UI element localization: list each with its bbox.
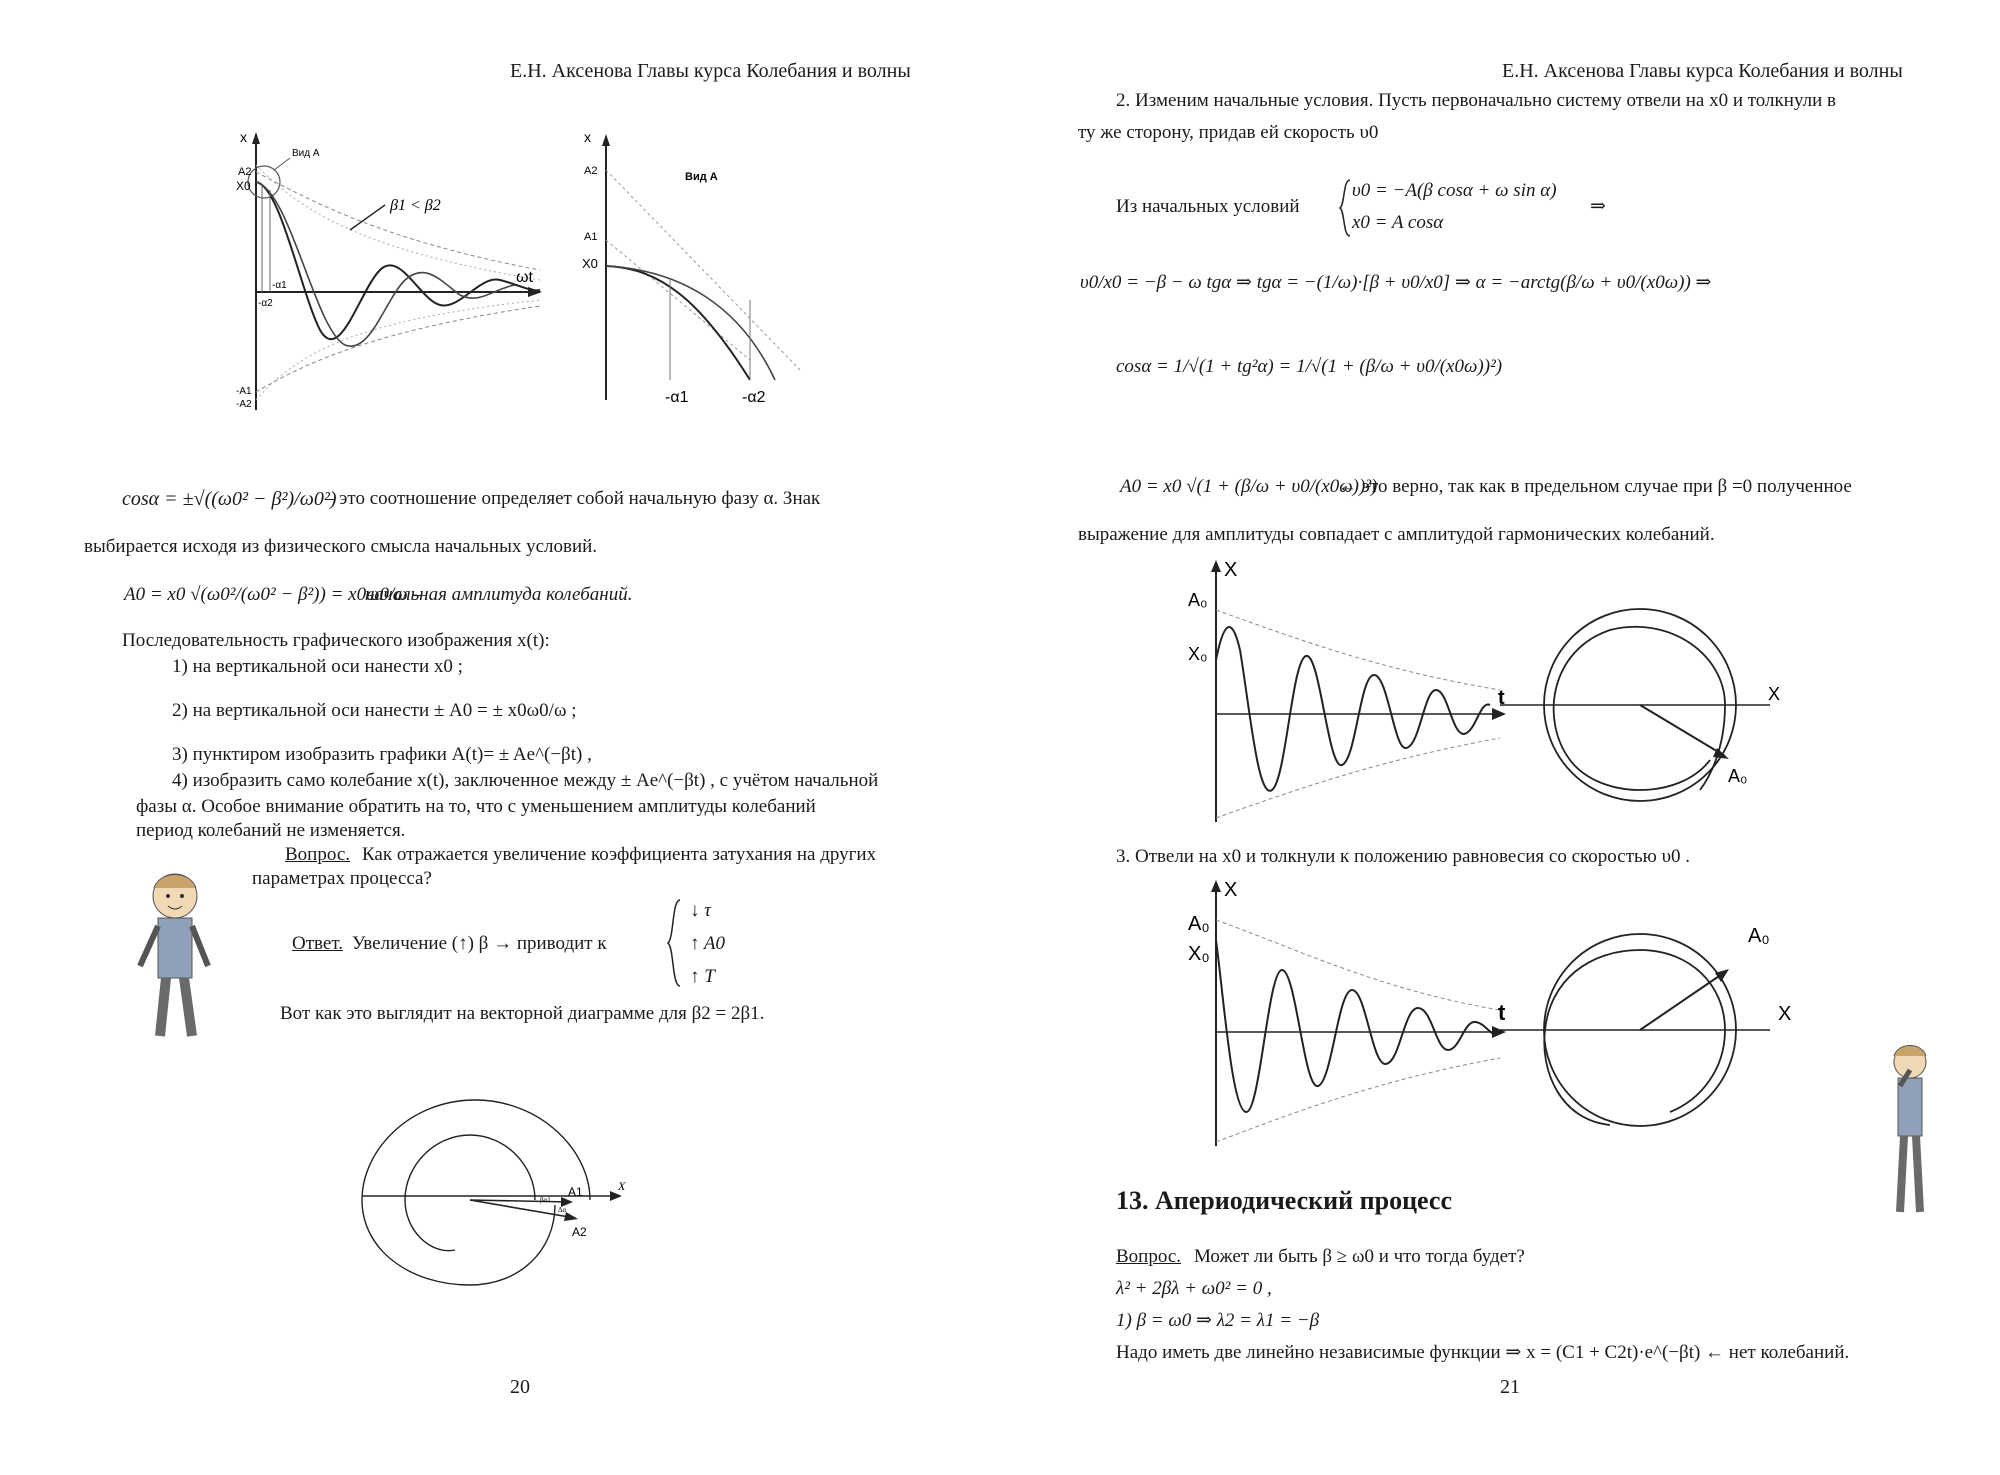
fig3-spiral-inner [1554, 627, 1725, 790]
fig1-ma2: -α2 [258, 298, 273, 309]
svg-text:X: X [1224, 879, 1238, 901]
a0-text-line2: выражение для амплитуды совпадает с амплитудой гармонических колебаний. [1078, 524, 1715, 545]
svg-text:A2: A2 [572, 1225, 587, 1239]
svg-text:X0: X0 [582, 256, 598, 271]
svg-text:X: X [1768, 684, 1781, 704]
fig3-wave [1216, 627, 1490, 791]
svg-text:X: X [618, 1179, 626, 1193]
fig1-y-arrow [252, 132, 260, 144]
step-1: 1) на вертикальной оси нанести x0 ; [172, 656, 463, 677]
fig1-neg-a1: -A1 [236, 386, 252, 397]
step-4-line2: фазы α. Особое внимание обратить на то, что с уменьшением амплитуды колебаний [136, 796, 816, 817]
left-header: Е.Н. Аксенова Главы курса Колебания и волны [510, 60, 911, 82]
fig1-b1b2: β1 < β2 [390, 197, 441, 214]
svg-text:x: x [584, 129, 591, 145]
svg-text:A₀: A₀ [1748, 925, 1770, 947]
fig1-ma1: -α1 [272, 280, 287, 291]
svg-text:Вид А: Вид А [685, 171, 718, 183]
fig2-curve-1 [606, 266, 750, 380]
answer-text: Увеличение (↑) β → приводит к [352, 933, 607, 954]
svg-text:X: X [1778, 1003, 1792, 1025]
fig1-a2: A2 [238, 166, 252, 178]
svg-text:A1: A1 [584, 231, 598, 243]
fig1-x0: X0 [236, 179, 251, 193]
step-3: 3) пунктиром изобразить графики A(t)= ± Ae^(−βt) , [172, 744, 592, 765]
answer-brace [666, 898, 686, 988]
fig3-vector [1640, 705, 1725, 756]
a0-formula: A0 = x0 √(ω0²/(ω0² − β²)) = x0ω0/ω – [124, 584, 422, 605]
init-conditions-label: Из начальных условий [1116, 196, 1300, 217]
fig1-wt: ωt [516, 269, 533, 286]
cos-formula: cosα = 1/√(1 + tg²α) = 1/√(1 + (β/ω + υ0/(x0ω))²) [1116, 356, 1503, 377]
cos-alpha-formula: cosα = ±√((ω0² − β²)/ω0²) [122, 488, 337, 510]
case-1: 1) β = ω0 ⇒ λ2 = λ1 = −β [1116, 1310, 1320, 1331]
svg-text:X₀: X₀ [1188, 943, 1210, 965]
sequence-title: Последовательность графического изображения x(t): [122, 630, 550, 651]
step-2: 2) на вертикальной оси нанести ± A0 = ± x0ω0/ω ; [172, 700, 577, 721]
vector-diagram-text: Вот как это выглядит на векторной диаграмме для β2 = 2β1. [280, 1003, 765, 1024]
fig4-wave [1216, 940, 1498, 1112]
init-eq-2: x0 = A cosα [1352, 212, 1444, 233]
boy-illustration-left [130, 866, 220, 1046]
right-header: Е.Н. Аксенова Главы курса Колебания и волны [1502, 60, 1903, 82]
fig4-vector [1640, 972, 1725, 1030]
step-4-line1: 4) изобразить само колебание x(t), заключенное между ± Ae^(−βt) , с учётом начальной [172, 770, 879, 791]
cos-alpha-text-cont: выбирается исходя из физического смысла начальных условий. [84, 536, 598, 557]
answer-item-a0: ↑ A0 [690, 933, 726, 954]
envelope-upper-1 [256, 172, 540, 270]
implies-1: ⇒ [1590, 196, 1606, 217]
init-eq-1: υ0 = −A(β cosα + ω sin α) [1352, 180, 1557, 201]
fig1-neg-a2: -A2 [236, 399, 252, 410]
svg-text:A1: A1 [568, 1185, 583, 1199]
oscillation-figure-3 [1180, 560, 1780, 830]
answer-label: Ответ. [292, 933, 343, 954]
question-text-line2: параметрах процесса? [252, 868, 432, 889]
envelope-lower-1 [256, 306, 540, 392]
section-13-title: 13. Апериодический процесс [1116, 1186, 1452, 1215]
envelope-lower-2 [256, 300, 540, 400]
page-number-left: 20 [510, 1376, 530, 1398]
svg-text:A₀: A₀ [1188, 590, 1208, 610]
section-2-line1: 2. Изменим начальные условия. Пусть первоначально систему отвели на x0 и толкнули в [1116, 90, 1836, 111]
oscillation-figure-4 [1180, 880, 1800, 1150]
svg-text:A2: A2 [584, 165, 598, 177]
question-text-line1: Как отражается увеличение коэффициента затухания на других [362, 844, 877, 865]
svg-text:X₀: X₀ [1188, 644, 1208, 664]
svg-text:t: t [1498, 687, 1505, 709]
svg-text:t: t [1498, 1000, 1506, 1025]
svg-text:X: X [1224, 559, 1238, 581]
cos-alpha-text: – это соотношение определяет собой начальную фазу α. Знак [325, 488, 821, 509]
svg-text:Δα: Δα [558, 1206, 567, 1214]
view-a-figure [570, 130, 810, 410]
answer-item-tau: ↓ τ [690, 900, 712, 921]
a0-text-line1: ← это верно, так как в предельном случае при β =0 полученное [1338, 476, 1852, 497]
fig1-vid-a: Вид А [292, 148, 320, 159]
oscillation-beta2 [256, 182, 515, 346]
svg-text:βα1: βα1 [540, 1196, 551, 1204]
tg-formula: υ0/x0 = −β − ω tgα ⇒ tgα = −(1/ω)·[β + υ0/x0] ⇒ α = −arctg(β/ω + υ0/(x0ω)) ⇒ [1080, 272, 1712, 293]
question-text-right: Может ли быть β ≥ ω0 и что тогда будет? [1194, 1246, 1525, 1267]
svg-text:-α1: -α1 [665, 389, 689, 406]
page-number-right: 21 [1500, 1376, 1520, 1398]
fig1-y-label: x [240, 129, 247, 145]
vector-spiral-figure [360, 1090, 626, 1290]
characteristic-equation: λ² + 2βλ + ω0² = 0 , [1116, 1278, 1272, 1299]
spiral-outer [362, 1100, 590, 1285]
svg-text:-α2: -α2 [742, 389, 766, 406]
a0-text: начальная амплитуда колебаний. [365, 584, 633, 605]
envelope-upper-2 [256, 165, 540, 280]
arrow-to-curve-1 [350, 205, 385, 230]
section-2-line2: ту же сторону, придав ей скорость υ0 [1078, 122, 1379, 143]
svg-text:A₀: A₀ [1188, 913, 1210, 935]
vector-a1 [470, 1200, 570, 1202]
boy-illustration-right [1880, 1040, 1940, 1220]
section-3-text: 3. Отвели на x0 и толкнули к положению равновесия со скоростью υ0 . [1116, 846, 1691, 867]
answer-item-t: ↑ T [690, 966, 715, 987]
step-4-line3: период колебаний не изменяется. [136, 820, 406, 841]
question-label-right: Вопрос. [1116, 1246, 1181, 1267]
svg-text:A₀: A₀ [1728, 766, 1748, 786]
fig4-spiral-inner [1544, 950, 1725, 1125]
spiral-inner [405, 1135, 535, 1251]
question-label: Вопрос. [285, 844, 350, 865]
last-line: Надо иметь две линейно независимые функции ⇒ x = (C1 + C2t)·e^(−βt) ← нет колебаний. [1116, 1342, 1850, 1363]
a0-formula-right: A0 = x0 √(1 + (β/ω + υ0/(x0ω))²) [1120, 476, 1378, 497]
